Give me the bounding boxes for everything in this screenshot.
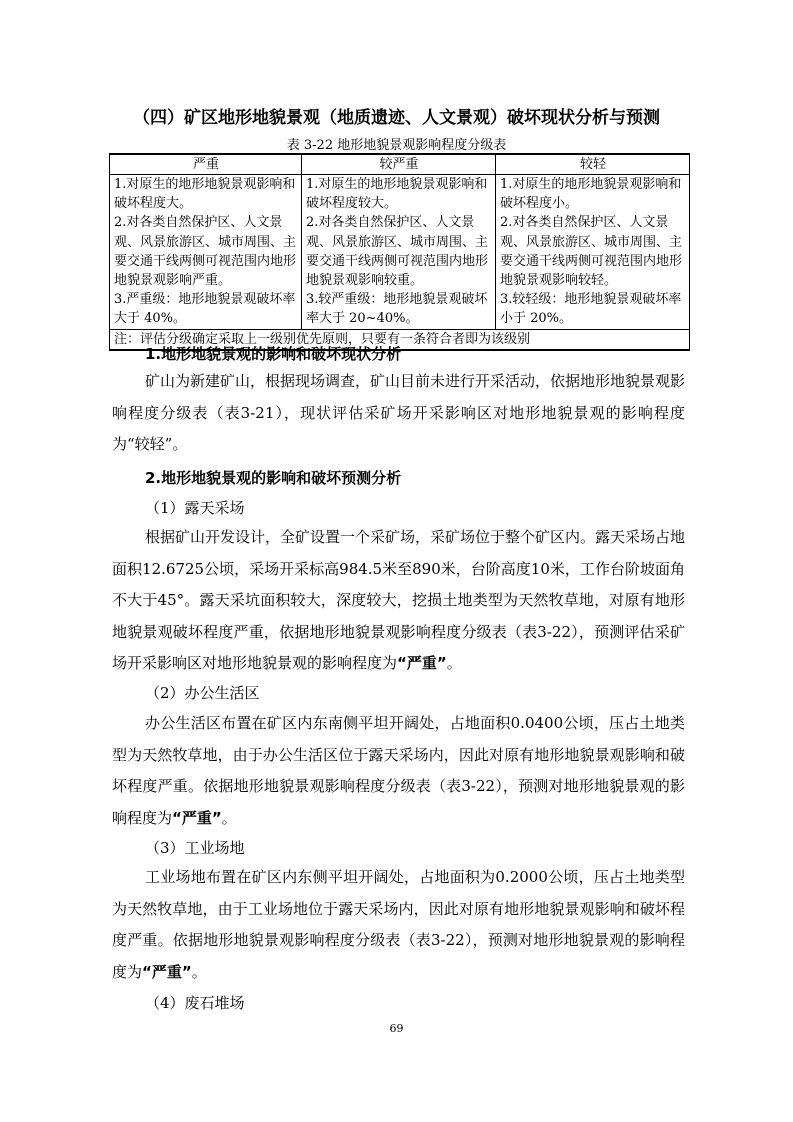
page-number: 69 [389, 1022, 404, 1035]
cell-moderate: 1.对原生的地形地貌景观影响和破坏程度较大。 2.对各类自然保护区、人文景观、风景旅游区、城市周围、主要交通干线两侧可视范围内地形地貌景观影响较重。 3.较严重级：地形地貌景观破坏率大于 20~40%。 [302, 175, 496, 330]
subsection-industrial-site: （3）工业场地 [145, 839, 245, 857]
subsection-office-area: （2）办公生活区 [145, 684, 260, 702]
table-header-row [110, 154, 690, 175]
paragraph-industrial-site-text: 工业场地布置在矿区内东侧平坦开阔处，占地面积为0.2000公顷，压占土地类型为天然牧草地，由于工业场地位于露天采场内，因此对原有地形地貌景观影响和破坏程度严重。依据地形地貌景观影响程度分级表（表3-22），预测对地形地貌景观的影响程度为 [112, 868, 685, 981]
subsection-waste-rock-yard: （4）废石堆场 [145, 994, 245, 1012]
rating-severe-open-pit: “严重” [397, 654, 447, 672]
paragraph-industrial-site-end: 。 [191, 962, 207, 981]
paragraph-current-analysis: 矿山为新建矿山，根据现场调查，矿山目前未进行开采活动，依据地形地貌景观影响程度分级表（表3-21），现状评估采矿场开采影响区对地形地貌景观的影响程度为“较轻”。 [112, 372, 686, 453]
table-note: 注：评估分级确定采取上一级别优先原则，只要有一条符合者即为该级别 [110, 329, 690, 350]
table-caption: 表 3-22 地形地貌景观影响程度分级表 [286, 138, 507, 153]
header-light: 较轻 [496, 154, 690, 175]
paragraph-open-pit [112, 522, 685, 680]
heading-current-analysis: 1.地形地貌景观的影响和破坏现状分析 [145, 345, 402, 363]
paragraph-open-pit-end: 。 [446, 654, 462, 672]
paragraph-office-area-end: 。 [221, 808, 237, 827]
cell-severe: 1.对原生的地形地貌景观影响和破坏程度大。 2.对各类自然保护区、人文景观、风景旅游区、城市周围、主要交通干线两侧可视范围内地形地貌景观影响严重。 3.严重级：地形地貌景观破坏率大于 40%。 [110, 175, 302, 330]
paragraph-office-area-text: 办公生活区布置在矿区内东南侧平坦开阔处，占地面积0.0400公顷，压占土地类型为天然牧草地，由于办公生活区位于露天采场内，因此对原有地形地貌景观影响和破坏程度严重。依据地形地貌景观影响程度分级表（表3-22），预测对地形地貌景观的影响程度为 [112, 714, 685, 827]
paragraph-open-pit-text: 根据矿山开发设计，全矿设置一个采矿场，采矿场位于整个矿区内。露天采场占地面积12.6725公顷，采场开采标高984.5米至890米，台阶高度10米，工作台阶坡面角不大于45°。露天采坑面积较大，深度较大，挖损土地类型为天然牧草地，对原有地形地貌景观破坏程度严重，依据地形地貌景观影响程度分级表（表3-22），预测评估采矿场开采影响区对地形地貌景观的影响程度为 [112, 528, 686, 672]
heading-forecast-analysis: 2.地形地貌景观的影响和破坏预测分析 [145, 469, 402, 487]
header-moderate: 较严重 [302, 154, 496, 175]
rating-severe-office-area: “严重” [172, 808, 222, 827]
impact-grading-table [109, 153, 690, 351]
header-severe: 严重 [110, 154, 302, 175]
paragraph-office-area [112, 708, 685, 834]
cell-light: 1.对原生的地形地貌景观影响和破坏程度小。 2.对各类自然保护区、人文景观、风景旅游区、城市周围、主要交通干线两侧可视范围内地形地貌景观影响较轻。 3.较轻级：地形地貌景观破坏率小于 20%。 [496, 175, 690, 330]
table-row [110, 175, 690, 330]
rating-severe-industrial-site: “严重” [142, 962, 192, 981]
subsection-open-pit: （1）露天采场 [145, 499, 245, 517]
paragraph-industrial-site [112, 862, 685, 988]
section-title: （四）矿区地形地貌景观（地质遗迹、人文景观）破坏现状分析与预测 [133, 108, 660, 128]
